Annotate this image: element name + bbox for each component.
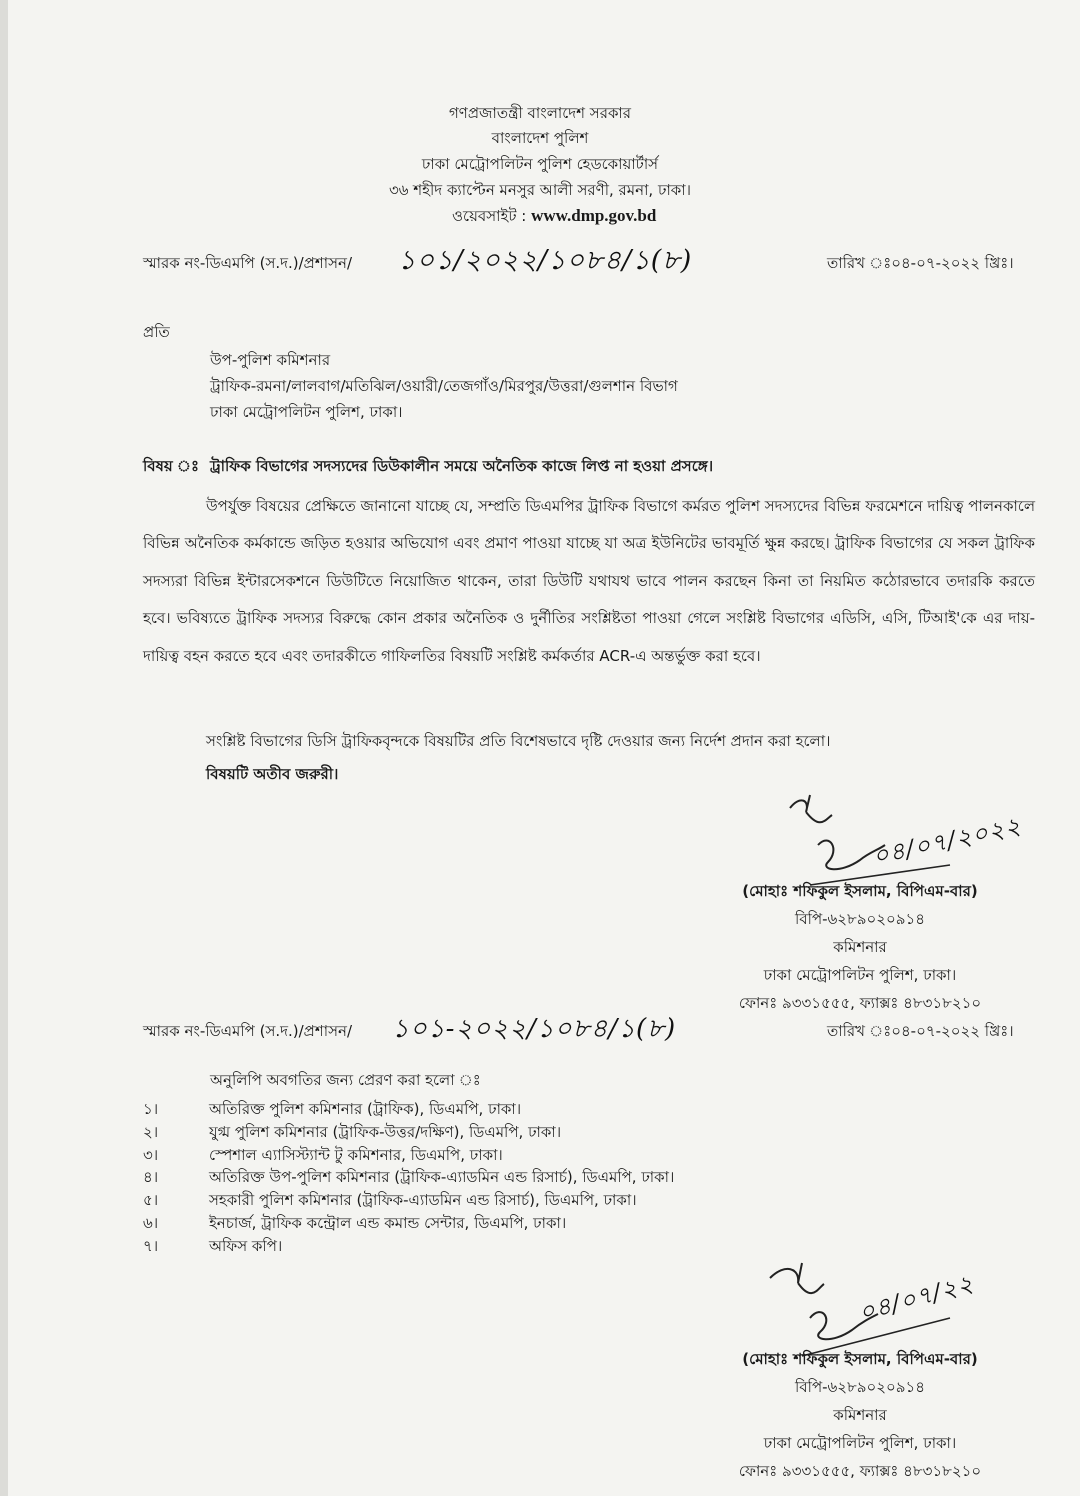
signatory-title: কমিশনার bbox=[833, 938, 887, 956]
signatory-name: (মোহাঃ শফিকুল ইসলাম, বিপিএম-বার) bbox=[742, 882, 978, 900]
subject-text: ট্রাফিক বিভাগের সদস্যদের ডিউকালীন সময়ে অনৈতিক কাজে লিপ্ত না হওয়া প্রসঙ্গে। bbox=[210, 457, 714, 475]
recipient-to-label: প্রতি bbox=[143, 323, 170, 341]
copy-signatory-block bbox=[700, 1345, 1020, 1485]
signatory-contact: ফোনঃ ৯৩৩১৫৫৫, ফ্যাক্সঃ ৪৮৩১৮২১০ bbox=[738, 994, 982, 1012]
copy-list-number: ৫। bbox=[143, 1191, 159, 1210]
copy-memo-date: তারিখ ঃ০৪-০৭-২০২২ খ্রিঃ। bbox=[827, 1022, 1014, 1040]
recipient-divisions: ট্রাফিক-রমনা/লালবাগ/মতিঝিল/ওয়ারী/তেজগাঁও/মিরপুর/উত্তরা/গুলশান বিভাগ bbox=[210, 377, 678, 395]
headquarters-name: ঢাকা মেট্রোপলিটন পুলিশ হেডকোয়ার্টার্স bbox=[421, 155, 659, 173]
signatory-bp-number: বিপি-৬২৮৯০২০৯১৪ bbox=[795, 910, 925, 928]
website-line bbox=[452, 206, 656, 226]
signature-date-handwritten-copy: ০৪/০৭/২২ bbox=[855, 1269, 977, 1327]
recipient-title: উপ-পুলিশ কমিশনার bbox=[210, 351, 331, 369]
memo-date: তারিখ ঃ০৪-০৭-২০২২ খ্রিঃ। bbox=[827, 254, 1014, 272]
website-link[interactable]: www.dmp.gov.bd bbox=[531, 206, 657, 225]
copy-signatory-contact: ফোনঃ ৯৩৩১৫৫৫, ফ্যাক্সঃ ৪৮৩১৮২১০ bbox=[738, 1462, 982, 1480]
copy-memo-number-prefix: স্মারক নং-ডিএমপি (স.দ.)/প্রশাসন/ bbox=[143, 1022, 353, 1040]
copy-signatory-bp-number: বিপি-৬২৮৯০২০৯১৪ bbox=[795, 1378, 925, 1396]
copy-list-number: ৪। bbox=[143, 1168, 159, 1187]
copy-list-number: ২। bbox=[143, 1122, 159, 1141]
copy-list-text: অফিস কপি। bbox=[209, 1236, 283, 1255]
copy-list-text: অতিরিক্ত পুলিশ কমিশনার (ট্রাফিক), ডিএমপি, ঢাকা। bbox=[209, 1100, 522, 1118]
government-name: গণপ্রজাতন্ত্রী বাংলাদেশ সরকার bbox=[448, 104, 632, 122]
copy-list-number: ৭। bbox=[143, 1236, 159, 1255]
subject-label: বিষয় ঃ bbox=[143, 457, 199, 475]
copies-intro: অনুলিপি অবগতির জন্য প্রেরণ করা হলো ঃ bbox=[210, 1071, 481, 1089]
body-paragraph: উপর্যুক্ত বিষয়ের প্রেক্ষিতে জানানো যাচ্ছে যে, সম্প্রতি ডিএমপির ট্রাফিক বিভাগে কর্মরত পুলিশ সদস্যদের বিভিন্ন ফরমেশনে দায়িত্ব পালনকালে বিভিন্ন অনৈতিক কর্মকান্ডে জড়িত হওয়ার অভিযোগ এবং প্রমাণ পাওয়া যাচ্ছে যা অত্র ইউনিটের ভাবমূর্তি ক্ষুন্ন করছে। ট্রাফিক বিভাগের যে সকল ট্রাফিক সদস্যরা বিভিন্ন ইন্টারসেকশনে ডিউটিতে নিয়োজিত থাকেন, তারা ডিউটি যথাযথ ভাবে পালন করছেন কিনা তা নিয়মিত কঠোরভাবে তদারকি করতে হবে। ভবিষ্যতে ট্রাফিক সদস্যর বিরুদ্ধে কোন প্রকার অনৈতিক ও দুর্নীতির সংশ্লিষ্টতা পাওয়া গেলে সংশ্লিষ্ট বিভাগের এডিসি, এসি, টিআই'কে এর দায়-দায়িত্ব বহন করতে হবে এবং তদারকীতে গাফিলতির বিষয়টি সংশ্লিষ্ট কর্মকর্তার ACR-এ অন্তর্ভুক্ত করা হবে। bbox=[143, 497, 1035, 665]
website-label: ওয়েবসাইট : bbox=[452, 207, 527, 225]
signatory-block bbox=[700, 877, 1020, 1017]
scan-edge bbox=[0, 0, 8, 1496]
copy-list-text: স্পেশাল এ্যাসিস্ট্যান্ট টু কমিশনার, ডিএমপি, ঢাকা। bbox=[209, 1145, 503, 1164]
office-address: ৩৬ শহীদ ক্যাপ্টেন মনসুর আলী সরণী, রমনা, ঢাকা। bbox=[388, 181, 692, 199]
memo-number-prefix: স্মারক নং-ডিএমপি (স.দ.)/প্রশাসন/ bbox=[143, 254, 353, 272]
copy-list-number: ৬। bbox=[143, 1214, 159, 1232]
police-name: বাংলাদেশ পুলিশ bbox=[491, 129, 589, 147]
signature-date-handwritten: ০৪/০৭/২০২২ bbox=[870, 811, 1024, 871]
instruction-paragraph: সংশ্লিষ্ট বিভাগের ডিসি ট্রাফিকবৃন্দকে বিষয়টির প্রতি বিশেষভাবে দৃষ্টি দেওয়ার জন্য নির্দেশ প্রদান করা হলো। bbox=[206, 732, 831, 750]
copy-list-text: ইনচার্জ, ট্রাফিক কন্ট্রোল এন্ড কমান্ড সেন্টার, ডিএমপি, ঢাকা। bbox=[209, 1214, 567, 1232]
recipient-organization: ঢাকা মেট্রোপলিটন পুলিশ, ঢাকা। bbox=[210, 403, 403, 421]
memo-number-handwritten: ১০১/২০২২/১০৮৪/১(৮) bbox=[398, 245, 693, 276]
copy-list-number: ১। bbox=[143, 1100, 159, 1118]
copy-signatory-title: কমিশনার bbox=[833, 1406, 887, 1424]
urgent-note: বিষয়টি অতীব জরুরী। bbox=[206, 765, 339, 783]
copy-list-text: সহকারী পুলিশ কমিশনার (ট্রাফিক-এ্যাডমিন এন্ড রিসার্চ), ডিএমপি, ঢাকা। bbox=[209, 1191, 637, 1210]
copy-list-text: অতিরিক্ত উপ-পুলিশ কমিশনার (ট্রাফিক-এ্যাডমিন এন্ড রিসার্চ), ডিএমপি, ঢাকা। bbox=[209, 1168, 675, 1187]
copy-signatory-name: (মোহাঃ শফিকুল ইসলাম, বিপিএম-বার) bbox=[742, 1350, 978, 1368]
copy-signatory-organization: ঢাকা মেট্রোপলিটন পুলিশ, ঢাকা। bbox=[763, 1434, 957, 1452]
copy-memo-number-handwritten: ১০১-২০২২/১০৮৪/১(৮) bbox=[392, 1014, 677, 1044]
copy-list-text: যুগ্ম পুলিশ কমিশনার (ট্রাফিক-উত্তর/দক্ষিণ), ডিএমপি, ঢাকা। bbox=[209, 1122, 562, 1141]
signatory-organization: ঢাকা মেট্রোপলিটন পুলিশ, ঢাকা। bbox=[763, 966, 957, 984]
copy-list-number: ৩। bbox=[143, 1145, 159, 1164]
